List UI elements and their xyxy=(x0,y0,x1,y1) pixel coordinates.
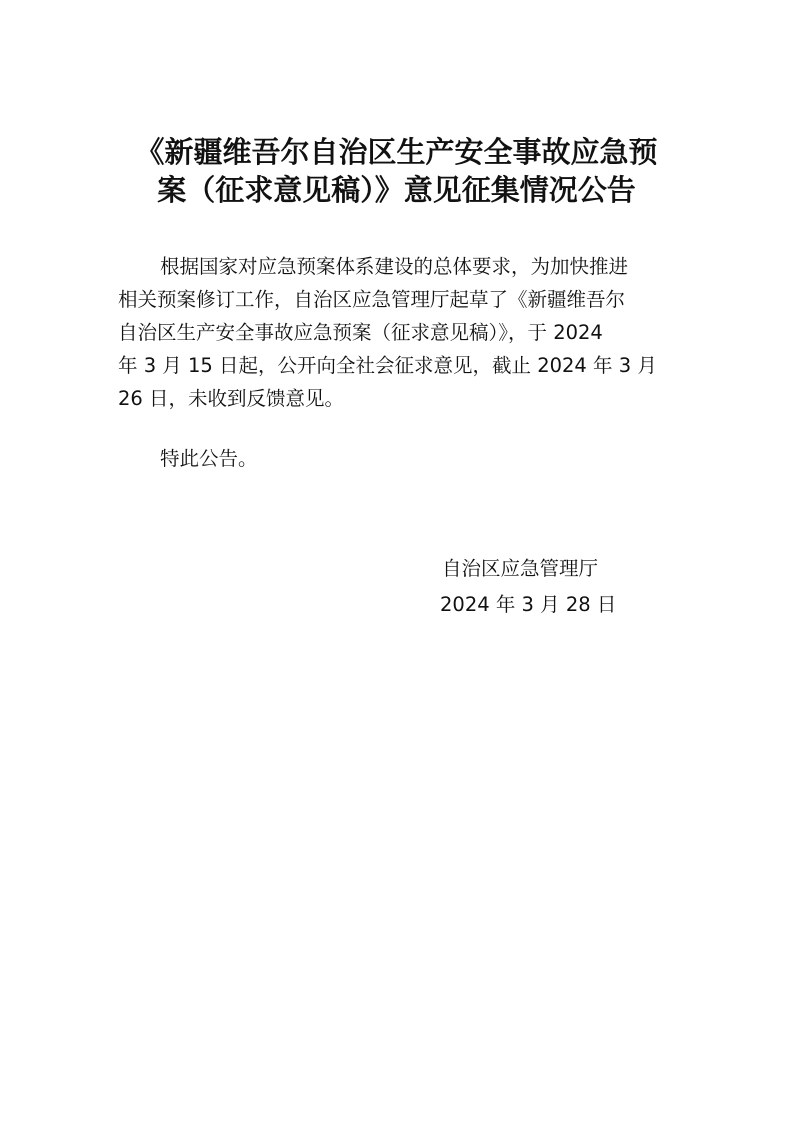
body-line-5: 26 日，未收到反馈意见。 xyxy=(118,387,345,410)
body-line-4: 年 3 月 15 日起，公开向全社会征求意见，截止 2024 年 3 月 xyxy=(118,354,657,377)
body-line-2: 相关预案修订工作，自治区应急管理厅起草了《新疆维吾尔 xyxy=(118,288,626,311)
signature-block xyxy=(442,551,616,623)
body-paragraph xyxy=(118,250,680,415)
body-line-3: 自治区生产安全事故应急预案（征求意见稿）》，于 2024 xyxy=(118,321,603,344)
signature-organization: 自治区应急管理厅 xyxy=(442,557,599,580)
title-line-1: 《新疆维吾尔自治区生产安全事故应急预 xyxy=(135,135,658,169)
signature-date: 2024 年 3 月 28 日 xyxy=(440,593,617,616)
title-line-2: 案（征求意见稿）》意见征集情况公告 xyxy=(157,173,636,207)
closing-remark: 特此公告。 xyxy=(160,447,258,470)
document-title xyxy=(100,133,693,209)
body-line-1: 根据国家对应急预案体系建设的总体要求，为加快推进 xyxy=(160,255,629,278)
